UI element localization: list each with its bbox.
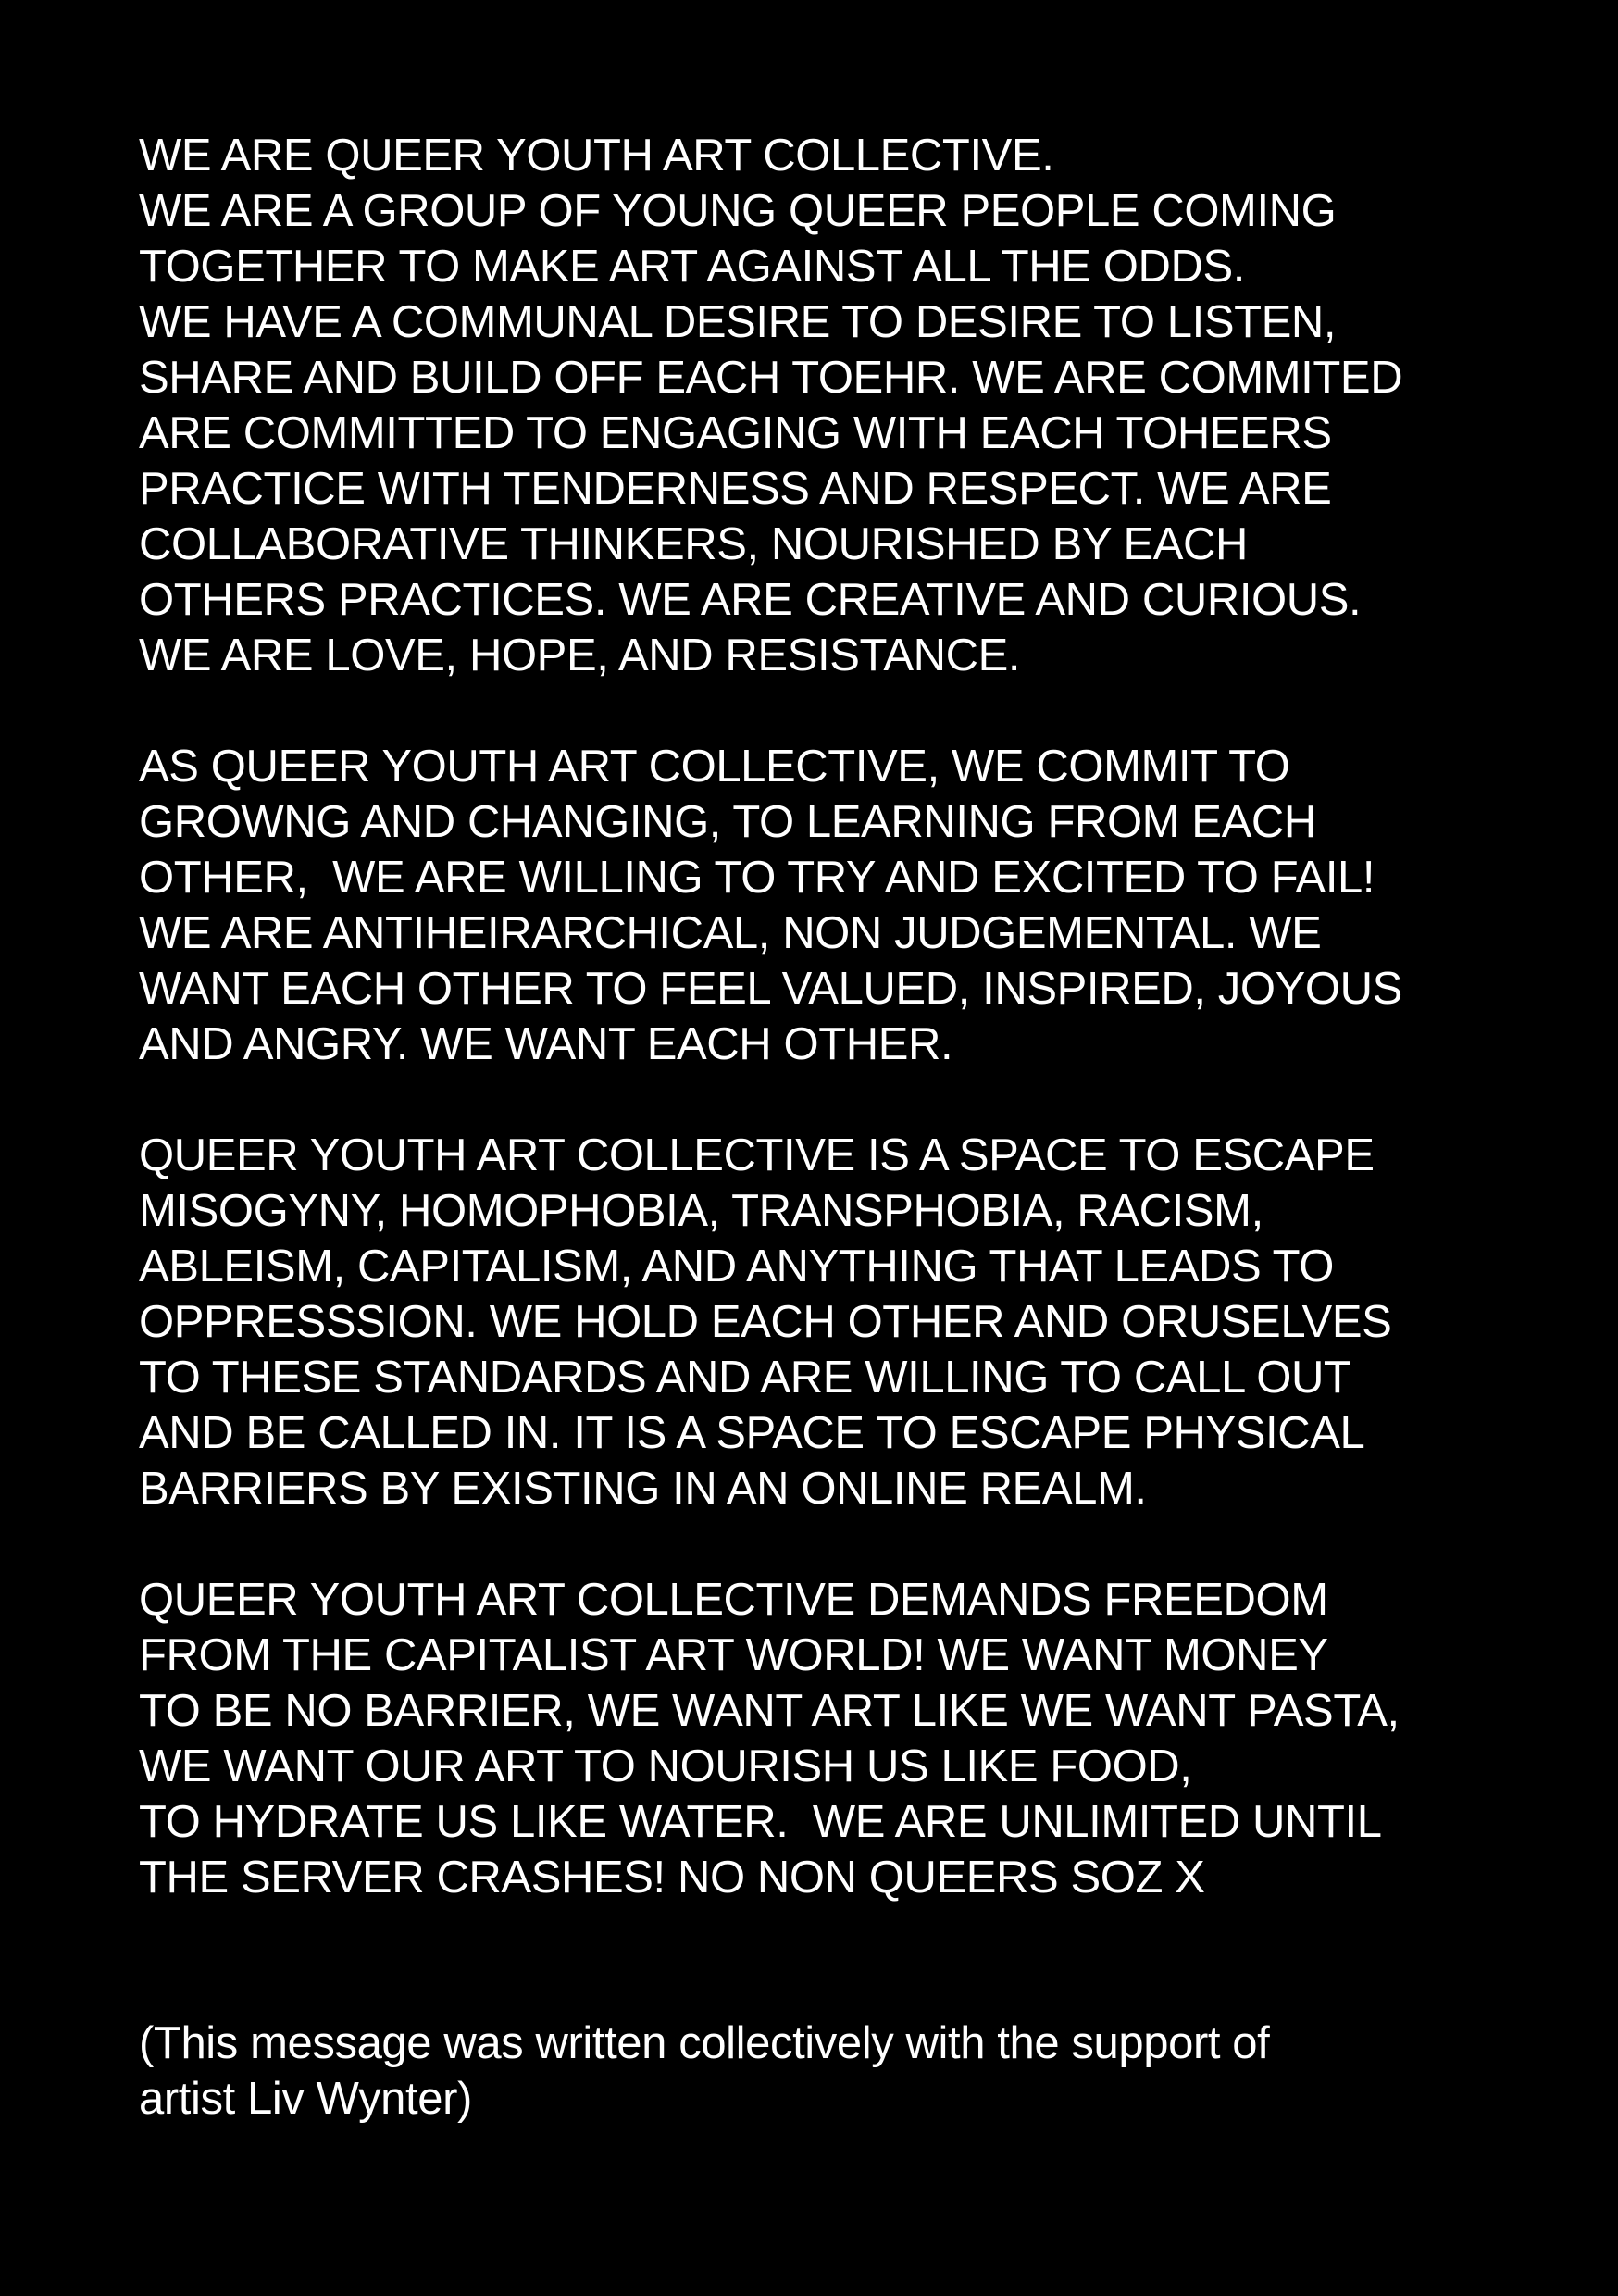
text-line: WE ARE ANTIHEIRARCHICAL, NON JUDGEMENTAL. WE [139, 908, 1322, 958]
note-line: artist Liv Wynter) [139, 2074, 472, 2124]
text-line: FROM THE CAPITALIST ART WORLD! WE WANT MONEY [139, 1630, 1328, 1680]
text-line: ABLEISM, CAPITALISM, AND ANYTHING THAT LEADS TO [139, 1242, 1334, 1292]
text-line: OTHERS PRACTICES. WE ARE CREATIVE AND CURIOUS. [139, 575, 1362, 625]
note-line: (This message was written collectively with the support of [139, 2018, 1270, 2068]
text-line: ARE COMMITTED TO ENGAGING WITH EACH TOHEERS [139, 408, 1332, 458]
text-line: GROWNG AND CHANGING, TO LEARNING FROM EACH [139, 797, 1316, 847]
paragraph-spacer [139, 683, 1527, 739]
manifesto-paragraph-4 [139, 1572, 1527, 1905]
text-line: WE ARE LOVE, HOPE, AND RESISTANCE. [139, 630, 1021, 680]
text-line: QUEER YOUTH ART COLLECTIVE DEMANDS FREEDOM [139, 1575, 1328, 1625]
text-line: OPPRESSSION. WE HOLD EACH OTHER AND ORUSELVES [139, 1297, 1392, 1347]
text-line: SHARE AND BUILD OFF EACH TOEHR. WE ARE COMMITED [139, 353, 1403, 403]
manifesto-text [139, 128, 1527, 1905]
text-line: COLLABORATIVE THINKERS, NOURISHED BY EACH [139, 519, 1249, 569]
manifesto-paragraph-3 [139, 1128, 1527, 1516]
text-line: AS QUEER YOUTH ART COLLECTIVE, WE COMMIT TO [139, 742, 1290, 792]
manifesto-paragraph-1 [139, 128, 1527, 683]
text-line: PRACTICE WITH TENDERNESS AND RESPECT. WE ARE [139, 464, 1332, 514]
text-line: WE WANT OUR ART TO NOURISH US LIKE FOOD, [139, 1741, 1192, 1791]
text-line: OTHER, WE ARE WILLING TO TRY AND EXCITED TO FAIL! [139, 853, 1375, 903]
text-line: TO THESE STANDARDS AND ARE WILLING TO CALL OUT [139, 1353, 1351, 1403]
manifesto-paragraph-2 [139, 739, 1527, 1072]
text-line: AND ANGRY. WE WANT EACH OTHER. [139, 1019, 953, 1069]
credit-note [139, 2015, 1527, 2127]
text-line: TOGETHER TO MAKE ART AGAINST ALL THE ODDS. [139, 242, 1245, 292]
text-line: BARRIERS BY EXISTING IN AN ONLINE REALM. [139, 1464, 1147, 1514]
text-line: MISOGYNY, HOMOPHOBIA, TRANSPHOBIA, RACISM, [139, 1186, 1263, 1236]
text-line: QUEER YOUTH ART COLLECTIVE IS A SPACE TO ESCAPE [139, 1130, 1375, 1180]
text-line: AND BE CALLED IN. IT IS A SPACE TO ESCAPE PHYSICAL [139, 1408, 1365, 1458]
text-line: THE SERVER CRASHES! NO NON QUEERS SOZ X [139, 1853, 1205, 1903]
text-line: WE ARE QUEER YOUTH ART COLLECTIVE. [139, 131, 1054, 181]
text-line: TO BE NO BARRIER, WE WANT ART LIKE WE WANT PASTA, [139, 1686, 1400, 1736]
text-line: WE HAVE A COMMUNAL DESIRE TO DESIRE TO LISTEN, [139, 297, 1337, 347]
paragraph-spacer [139, 1516, 1527, 1572]
text-line: WANT EACH OTHER TO FEEL VALUED, INSPIRED, JOYOUS [139, 964, 1402, 1014]
text-line: TO HYDRATE US LIKE WATER. WE ARE UNLIMITED UNTIL [139, 1797, 1382, 1847]
paragraph-spacer [139, 1072, 1527, 1128]
text-line: WE ARE A GROUP OF YOUNG QUEER PEOPLE COMING [139, 186, 1337, 236]
